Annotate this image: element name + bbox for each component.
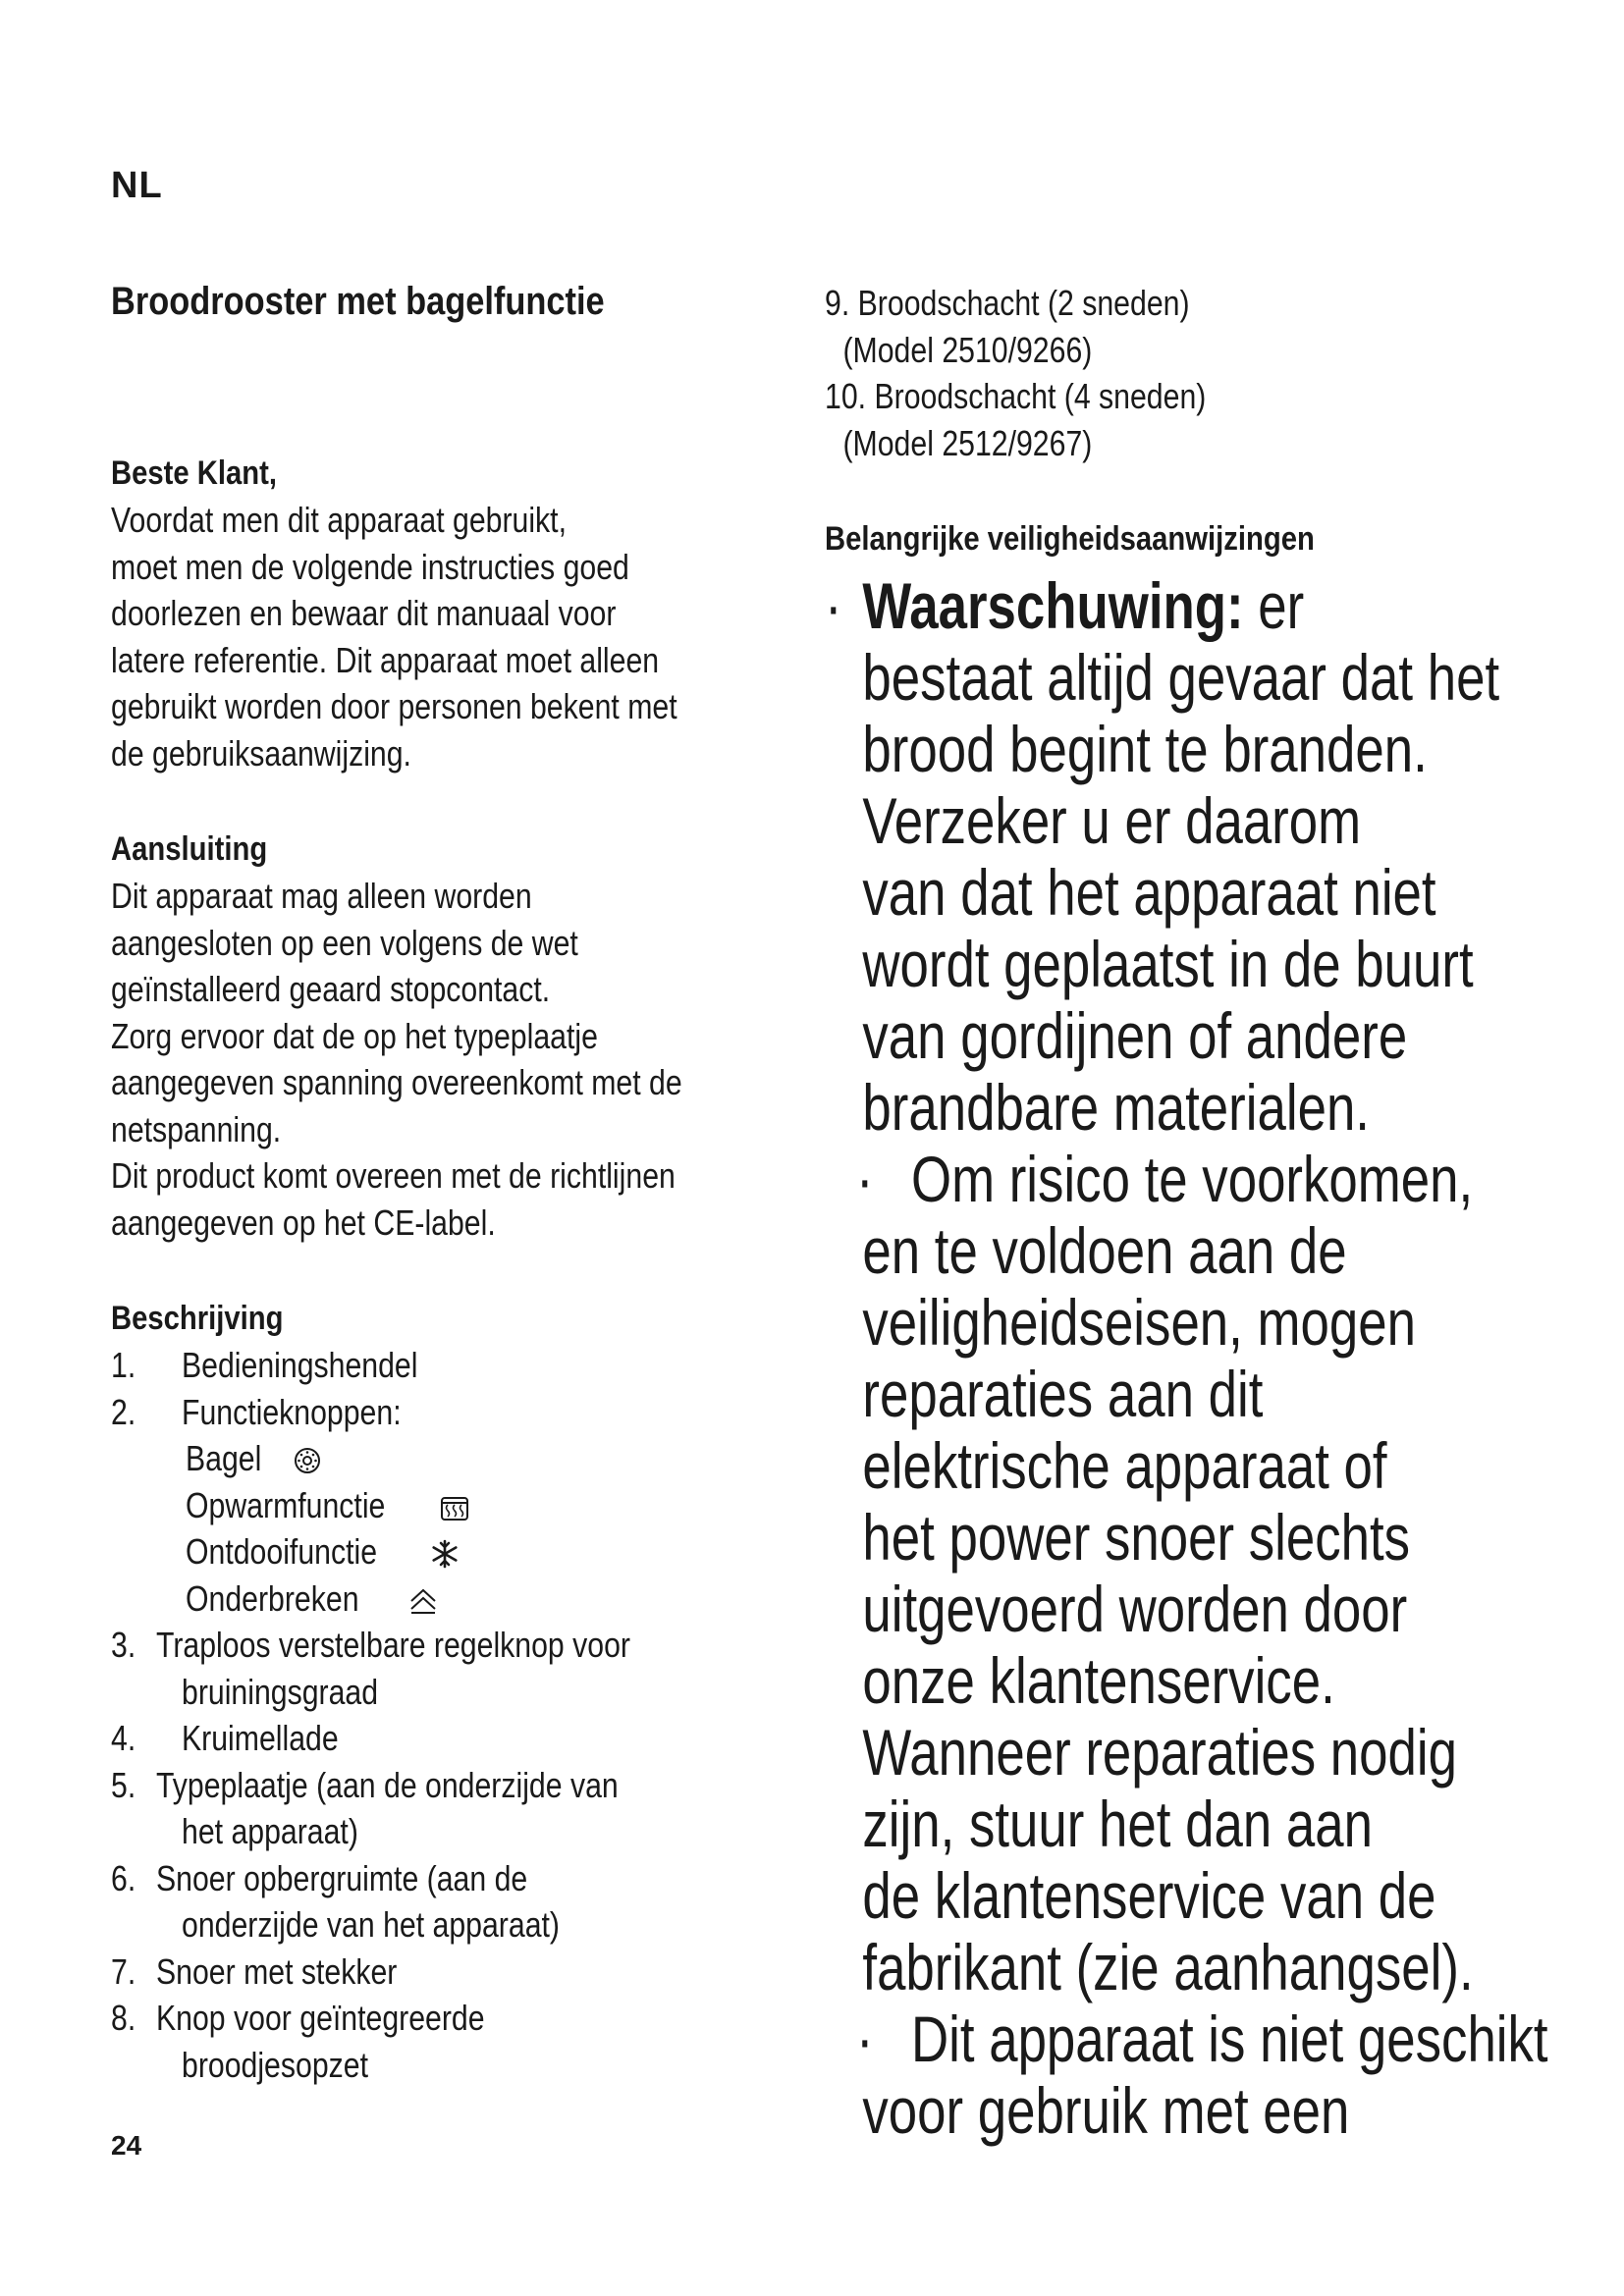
- list-item-continuation: [111, 1669, 798, 1716]
- connection-paragraph: [111, 873, 798, 1246]
- bagel-icon: [292, 1445, 323, 1476]
- function-label: Ontdooifunctie: [186, 1531, 378, 1572]
- item-text-cont: broodjesopzet: [182, 2044, 368, 2085]
- risk-line: fabrikant (zie aanhangsel).: [862, 1931, 1474, 2003]
- warning-line: van dat het apparaat niet: [862, 856, 1436, 929]
- left-column: [111, 280, 798, 2088]
- risk-text: Om risico te voorkomen,: [911, 1143, 1474, 1215]
- intro-line: de gebruiksaanwijzing.: [111, 732, 411, 774]
- risk-line: onze klantenservice.: [862, 1644, 1335, 1717]
- item-text: Traploos verstelbare regelknop voor: [156, 1625, 630, 1665]
- function-item-bagel: [111, 1435, 798, 1482]
- risk-line: de klantenservice van de: [862, 1859, 1436, 1932]
- connection-line: Zorg ervoor dat de op het typeplaatje: [111, 1015, 598, 1056]
- warning-line: wordt geplaatst in de buurt: [862, 928, 1474, 1000]
- list-item-continuation: [111, 1901, 798, 1949]
- bullet: ·: [825, 569, 842, 642]
- list-item-continuation: [111, 2042, 798, 2089]
- warning-line: van gordijnen of andere: [862, 999, 1408, 1072]
- item-number: 5.: [111, 1764, 136, 1805]
- connection-line: Dit apparaat mag alleen worden: [111, 876, 532, 916]
- list-item: [111, 1995, 798, 2042]
- function-item-cancel: [111, 1575, 798, 1623]
- warning-line: brandbare materialen.: [862, 1071, 1370, 1144]
- list-item: [111, 1762, 798, 1809]
- safety-heading: Belangrijke veiligheidsaanwijzingen: [825, 520, 1315, 558]
- item-text-cont: (Model 2510/9266): [842, 329, 1093, 370]
- list-item: [111, 1622, 798, 1669]
- item-text: Bedieningshendel: [182, 1345, 418, 1385]
- page-title: Broodrooster met bagelfunctie: [111, 280, 605, 323]
- connection-line: Dit product komt overeen met de richtlijnen: [111, 1155, 676, 1196]
- intro-line: Voordat men dit apparaat gebruikt,: [111, 500, 567, 540]
- list-item: [825, 280, 1468, 327]
- warning-line: Verzeker u er daarom: [862, 784, 1362, 857]
- cancel-icon: [407, 1585, 439, 1617]
- connection-line: aangegeven op het CE-label.: [111, 1201, 496, 1243]
- risk-line: Wanneer reparaties nodig: [862, 1716, 1458, 1789]
- item-text: Typeplaatje (aan de onderzijde van: [156, 1764, 619, 1805]
- item-number: 9.: [825, 283, 850, 323]
- list-item: [111, 1389, 798, 1436]
- function-label: Opwarmfunctie: [186, 1484, 386, 1525]
- risk-line: het power snoer slechts: [862, 1501, 1411, 1574]
- bullet: ·: [856, 2002, 874, 2075]
- language-code: NL: [111, 165, 163, 206]
- risk-line: reparaties aan dit: [862, 1358, 1264, 1430]
- item-text: Broodschacht (4 sneden): [874, 376, 1207, 416]
- intro-line: gebruikt worden door personen bekent met: [111, 686, 677, 726]
- unsuitable-text: Dit apparaat is niet geschikt: [911, 2002, 1548, 2075]
- unsuitable-first-line: [825, 2002, 1548, 2075]
- warning-text: er: [1258, 569, 1305, 642]
- parts-list: [111, 1342, 798, 2088]
- connection-line: aangesloten op een volgens de wet: [111, 922, 578, 963]
- warning-line: bestaat altijd gevaar dat het: [862, 641, 1500, 714]
- function-label: Bagel: [186, 1438, 262, 1478]
- connection-line: aangegeven spanning overeenkomt met de: [111, 1062, 682, 1102]
- item-number: 3.: [111, 1625, 136, 1665]
- connection-line: netspanning.: [111, 1108, 282, 1149]
- list-item: [111, 1949, 798, 1996]
- warning-label: Waarschuwing:: [862, 569, 1244, 642]
- page-number: 24: [111, 2130, 142, 2161]
- list-item: [111, 1855, 798, 1902]
- defrost-icon: [429, 1538, 460, 1570]
- bullet: ·: [856, 1143, 874, 1215]
- connection-heading: Aansluiting: [111, 830, 268, 868]
- parts-list-continued: [825, 280, 1591, 466]
- risk-line: elektrische apparaat of: [862, 1429, 1387, 1502]
- right-column: [825, 280, 1591, 2147]
- item-text: Knop voor geïntegreerde: [156, 1998, 485, 2038]
- intro-line: moet men de volgende instructies goed: [111, 546, 629, 587]
- list-item: [111, 1342, 798, 1389]
- item-text: Snoer met stekker: [156, 1950, 398, 1992]
- safety-warning-block: [825, 570, 1591, 2147]
- item-number: 10.: [825, 376, 867, 416]
- item-text: Kruimellade: [182, 1718, 339, 1758]
- function-item-defrost: [111, 1528, 798, 1575]
- item-text: Functieknoppen:: [182, 1391, 402, 1432]
- risk-line: en te voldoen aan de: [862, 1214, 1347, 1287]
- intro-line: doorlezen en bewaar dit manuaal voor: [111, 593, 617, 633]
- item-number: 4.: [111, 1718, 136, 1758]
- risk-line: uitgevoerd worden door: [862, 1573, 1408, 1645]
- item-text: Snoer opbergruimte (aan de: [156, 1857, 528, 1898]
- item-text-cont: (Model 2512/9267): [842, 422, 1093, 463]
- list-item-continuation: [111, 1808, 798, 1855]
- item-number: 2.: [111, 1391, 136, 1432]
- description-heading: Beschrijving: [111, 1300, 284, 1337]
- warning-first-line: [825, 570, 1437, 642]
- item-text-cont: het apparaat): [182, 1811, 358, 1851]
- intro-line: latere referentie. Dit apparaat moet alleen: [111, 639, 660, 680]
- function-label: Onderbreken: [186, 1577, 359, 1619]
- item-number: 8.: [111, 1998, 136, 2038]
- risk-line: zijn, stuur het dan aan: [862, 1788, 1373, 1860]
- risk-first-line: [825, 1143, 1474, 1215]
- item-text: Broodschacht (2 sneden): [857, 283, 1190, 323]
- connection-line: geïnstalleerd geaard stopcontact.: [111, 969, 551, 1009]
- intro-paragraph: [111, 497, 798, 776]
- reheat-icon: [439, 1492, 470, 1523]
- item-number: 7.: [111, 1950, 136, 1992]
- unsuitable-line: voor gebruik met een: [862, 2074, 1350, 2147]
- greeting: Beste Klant,: [111, 454, 277, 492]
- risk-line: veiligheidseisen, mogen: [862, 1286, 1416, 1359]
- list-item: [111, 1715, 798, 1762]
- item-number: 6.: [111, 1857, 136, 1898]
- function-item-reheat: [111, 1482, 798, 1529]
- item-text-cont: onderzijde van het apparaat): [182, 1904, 560, 1945]
- item-number: 1.: [111, 1345, 136, 1385]
- warning-line: brood begint te branden.: [862, 713, 1428, 785]
- list-item: [825, 373, 1468, 420]
- item-text-cont: bruiningsgraad: [182, 1671, 379, 1712]
